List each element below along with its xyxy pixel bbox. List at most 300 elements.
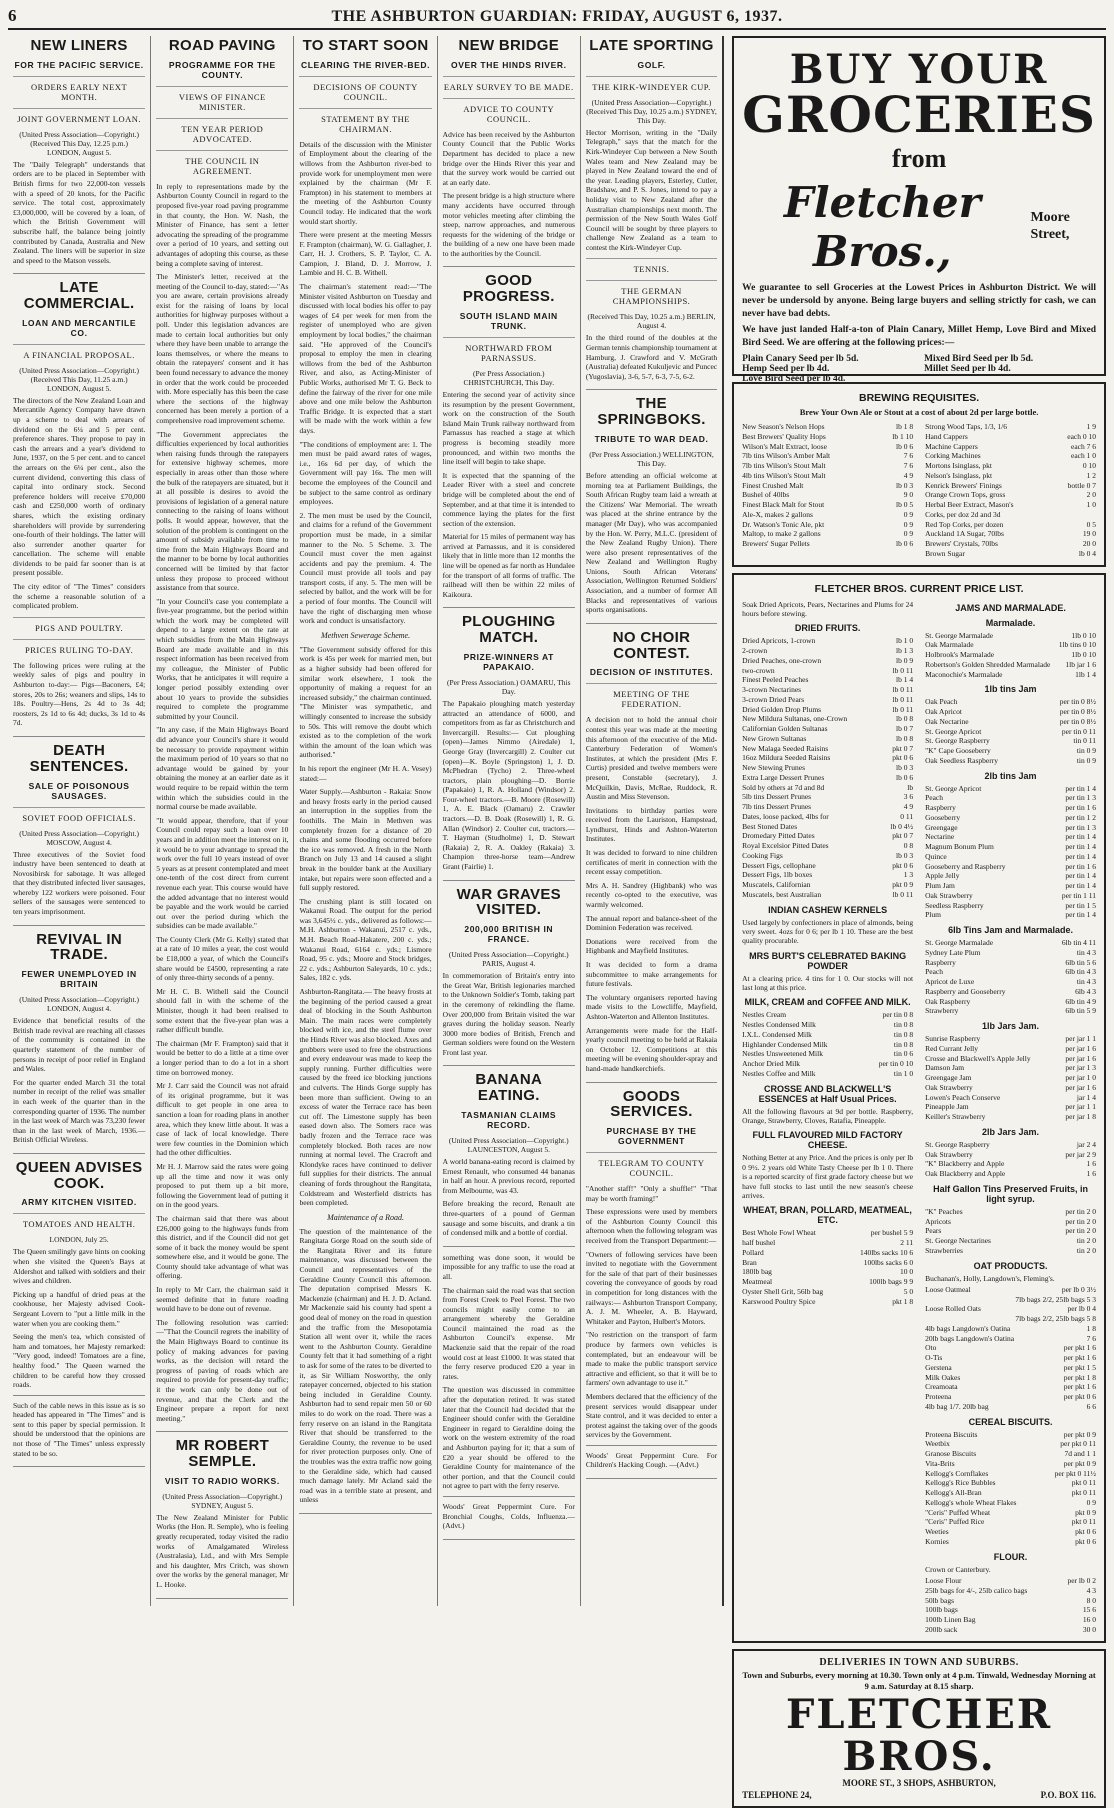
item-name: Apricot de Luxe bbox=[925, 977, 975, 986]
item-name: Extra Large Dessert Prunes bbox=[742, 772, 825, 782]
item-name: 3-crown Dried Pears bbox=[742, 694, 805, 704]
item-price: per tin 1 4 bbox=[1065, 832, 1097, 842]
item-price: 0 9 bbox=[903, 509, 914, 519]
price-row bbox=[742, 1297, 913, 1307]
article-goods-services bbox=[586, 1089, 717, 1480]
item-name: Gooseberry and Raspberry bbox=[925, 861, 1006, 871]
subheadline: THE GERMAN CHAMPIONSHIPS. bbox=[586, 280, 717, 306]
item-name: Milk Oakes bbox=[925, 1372, 961, 1382]
item-price: per tin 2 0 bbox=[1065, 1226, 1097, 1236]
subheadline: VISIT TO RADIO WORKS. bbox=[164, 1475, 280, 1486]
item-name: two-crown bbox=[742, 665, 775, 675]
price-row bbox=[925, 670, 1096, 680]
columns bbox=[8, 36, 1106, 1800]
item-name: Damson Jam bbox=[925, 1063, 965, 1073]
dateline: (United Press Association—Copyright.) (Received This Day, 10.25 a.m.) SYDNEY, This Day. bbox=[586, 97, 717, 125]
price-row bbox=[925, 1449, 1096, 1459]
paragraph: The chairman's statement read:—"The Minister visited Ashburton on Tuesday and discussed with local bodies his offer to pay wages of £4 per week for men from the register of unemployed who are given employment by local bodies," the chairman said. "He approved of the Council's proposal to employ the men in clearing willows from the bed of the Ashburton River, and also, as Acting-Minister of Public Works, authorised Mr T. G. Beck to define the fairway of the river for one mile above and one mile below the Ashburton Traffic Bridge. It is expected that a start will be made with the work within a few days. bbox=[299, 282, 432, 435]
item-name: Keiller's Strawberry bbox=[925, 1112, 986, 1121]
item-price: tin 0 8 bbox=[893, 1020, 914, 1030]
price-row bbox=[742, 1238, 913, 1248]
item-name: Dessert Figs, 1lb boxes bbox=[742, 870, 813, 880]
price-row bbox=[925, 1605, 1096, 1615]
headline: THE SPRINGBOKS. bbox=[597, 395, 706, 429]
subheadline: PIGS AND POULTRY. bbox=[13, 617, 145, 633]
item-price: 7lb bags 2/2, 25lb bags 5 8 bbox=[1015, 1314, 1097, 1324]
item-name: 100lb bags bbox=[925, 1605, 958, 1615]
subheadline: FEWER UNEMPLOYED IN BRITAIN bbox=[21, 969, 137, 990]
paragraph: "Owners of following services have been invited to negotiate with the Government for the sale of that part of their businesses covering the conveyance of goods by road in competition for long distances with the railways:— Ashburton Transport Company, A. J. M. Wheeler, A. B. Hayward, Whitaker and Payton, Hulbert's Motors. bbox=[585, 1249, 718, 1326]
item-name: Oak Strawberry bbox=[925, 1149, 973, 1159]
paragraph: Arrangements were made for the Half-yearly council meeting to be held at Rakaia on October 12. Competitions at this meeting will be evening shoulder-spray and hand-made handkerchiefs. bbox=[585, 1025, 718, 1073]
item-name: Kellogg's Rice Bubbles bbox=[925, 1478, 996, 1488]
item-price: per tin 1 6 bbox=[1065, 803, 1097, 812]
price-row bbox=[742, 1287, 913, 1297]
item-price: bottle 0 7 bbox=[1067, 480, 1097, 490]
price-list bbox=[925, 784, 1096, 921]
item-name: Nelson's Isinglass, pkt bbox=[925, 470, 993, 480]
item-price: 2 0 bbox=[1086, 490, 1097, 500]
price-row bbox=[925, 1402, 1096, 1412]
subheadline: TELEGRAM TO COUNTY COUNCIL. bbox=[586, 1152, 717, 1178]
price-row bbox=[925, 1207, 1096, 1217]
price-row bbox=[925, 1508, 1096, 1518]
item-name: Loose Oatmeal bbox=[925, 1284, 971, 1294]
price-row bbox=[742, 520, 913, 530]
item-price: per jar 2 9 bbox=[1065, 1149, 1097, 1159]
ad-copy: We guarantee to sell Groceries at the Lowest Prices in Ashburton District. We will never be undersold by anyone. Being large buyers and selling strictly for cash, we can never have bad debts. bbox=[742, 283, 1097, 319]
price-row bbox=[925, 1217, 1096, 1227]
paragraph: "In your Council's case you contemplate a five-year programme, but the period within which the work may be completed will depend to a large extent on the rate at which subsidies from the Main Highways Board are made available and in this respect information has been received from my colleague, the Minister of Public Works, that he anticipates it will require a longer period possibly extending over about 10 years to provide the subsidies required to complete the programme submitted by your Council. bbox=[156, 596, 289, 721]
item-price: tin 2 0 bbox=[1076, 1236, 1097, 1245]
item-name: Weeties bbox=[925, 1527, 949, 1537]
item-price: tin 4 3 bbox=[1076, 977, 1097, 986]
item-price: 1lb 0 10 bbox=[1071, 630, 1097, 640]
item-name: Nectarine bbox=[925, 832, 955, 842]
item-price: 0 9 bbox=[1086, 1497, 1097, 1507]
item-name: Nestles Coffee and Milk bbox=[742, 1068, 816, 1078]
item-name: Muscatels, Californian bbox=[742, 880, 811, 889]
item-price: 30 0 bbox=[1082, 1624, 1097, 1634]
item-name: "K" Cape Gooseberry bbox=[925, 746, 991, 755]
price-row bbox=[925, 948, 1096, 958]
ad-title: BREWING REQUISITES. bbox=[858, 392, 980, 404]
item-price: 1 9 bbox=[1086, 422, 1097, 431]
dateline: (United Press Association—Copyright.) SYDNEY, August 5. bbox=[162, 1491, 283, 1510]
item-price: lb 0 11 bbox=[892, 694, 914, 704]
price-row bbox=[925, 1392, 1096, 1402]
po-box: P.O. BOX 116. bbox=[1040, 1789, 1097, 1800]
item-name: 20lb bags Langdown's Oatina bbox=[925, 1333, 1015, 1343]
price-row bbox=[742, 831, 913, 841]
item-price: per pkt 0 9 bbox=[1063, 1429, 1097, 1439]
item-price: 1lb jar 1 6 bbox=[1065, 659, 1097, 669]
dateline: (United Press Association—Copyright.) LAUNCESTON, August 5. bbox=[448, 1135, 569, 1154]
headline: NEW BRIDGE bbox=[458, 37, 560, 54]
item-name: Vita-Brits bbox=[925, 1458, 955, 1468]
item-price: 100lb bags 9 9 bbox=[869, 1277, 914, 1286]
item-price: per pkt 0 11 bbox=[1060, 1439, 1097, 1449]
item-name: Greengage bbox=[925, 822, 958, 832]
paragraph: "No restriction on the transport of farm produce by farmers own vehicles is contemplated, but an endeavour will be made to make the public transport service attractive and efficient, so that it will be to farmers' own advantage to use it." bbox=[585, 1330, 718, 1388]
price-row bbox=[925, 1498, 1096, 1508]
newspaper-title: THE ASHBURTON GUARDIAN: FRIDAY, AUGUST 6, 1937. bbox=[331, 8, 783, 25]
masthead bbox=[8, 6, 1106, 30]
headline: NO CHOIR CONTEST. bbox=[612, 628, 691, 662]
paragraph: The Queen smilingly gave hints on cooking when she visited the Queen's Bays at Aldershot and talked with soldiers and their wives and children. bbox=[13, 1247, 146, 1286]
column-5 bbox=[581, 36, 724, 1606]
item-price: 1 6 bbox=[1086, 1169, 1097, 1178]
paragraph: Entering the second year of activity since its resumption by the present Government, work on the construction of the South Island Main Trunk railway northward from Parnassus has reached a stage at which progress is becoming steadily more pronounced, and within two months the line itself will begin to take shape. bbox=[442, 389, 575, 467]
ad-line: from bbox=[891, 144, 947, 173]
item-price: 6lb tin 4 3 bbox=[1065, 967, 1097, 977]
item-price: per pkt 1 6 bbox=[1063, 1343, 1097, 1353]
item-name: Best Whole Fowl Wheat bbox=[742, 1228, 816, 1238]
paragraph: The voluntary organisers reported having made visits to the Lowcliffe, Mayfield, Ashton-Waterton and Allenton Institutes. bbox=[585, 992, 718, 1021]
section-title: Half Gallon Tins Preserved Fruits, in light syrup. bbox=[933, 1183, 1088, 1204]
item-price: lb 0 6 bbox=[895, 539, 914, 548]
subheadline: ADVICE TO COUNTY COUNCIL. bbox=[443, 98, 575, 124]
price-row bbox=[925, 1304, 1096, 1314]
item-price: 1 8 bbox=[1086, 1323, 1097, 1333]
price-row bbox=[925, 1226, 1096, 1236]
item-price: 1lb 0 10 bbox=[1071, 650, 1097, 659]
item-price: 0 5 bbox=[1086, 519, 1097, 529]
paragraph: The question of the maintenance of the Rangitata Gorge Road on the south side of the Rangitata River and its future maintenance, was discussed between the Council and representatives of the Geraldine County Council this afternoon. The deputation comprised Messrs K. Mackenzie (chairman) and H. J. D. Acland. Mr Mackenzie said his county had spent a good deal of money on the road in question and the traffic from the Mesopotamia Station all went over it, while the races went to the Ashburton County. Geraldine County felt that it had something of a right to ask for some of the rates to be diverted to it, as Sir William Nosworthy, the only ratepayer concerned, objected to his station being included in Geraldine County. Ashburton had to send repair men 50 or 60 miles to do work on the road. There was a ferry reserve on an island in the Rangitata River that should be transferred to the Geraldine County, the revenue to be used for river protection purposes only. One of the troubles was the extra traffic now going to the Geraldine side, which had caused much damage lately. Mr Acland said the road was in a terrible state at present, and unless bbox=[299, 1226, 432, 1505]
paragraph: "Another staff!" "Only a shuffle!" "That may be worth framing!" bbox=[585, 1184, 718, 1203]
groceries-advertisement bbox=[732, 36, 1106, 385]
item-price: lb 0 8 bbox=[895, 714, 914, 724]
item-name: Weetbix bbox=[925, 1439, 950, 1449]
subheadline: SALE OF POISONOUS SAUSAGES. bbox=[28, 780, 130, 801]
item-price: per tin 1 4 bbox=[1065, 910, 1097, 920]
price-row bbox=[925, 938, 1096, 948]
paragraph: The Minister's letter, received at the meeting of the Council to-day, stated:—"As you are aware, certain provisions already exist for the raising of loans by local authorities for highway purposes without a poll. Under this legislation advances are made to certain local authorities but only where they have been unable to arrange the loans themselves, or where the means to obtain the ratepayers' consent and it has been found necessary to advance the money in order that the work could be proceeded with. More especially has this been the case where the sections of the highway concerned has been merely a portion of a comprehensive road improvement scheme. bbox=[156, 272, 289, 425]
price-list-left bbox=[742, 598, 913, 1635]
paragraph: For the quarter ended March 31 the total number in receipt of the relief was smaller in each week of the quarter than in the corresponding quarter of 1936. The number in the last week of March was 73,230 fewer than in the last week of March, 1936.—British Official Wireless. bbox=[13, 1077, 146, 1145]
price-row bbox=[925, 442, 1096, 452]
article-new-bridge bbox=[443, 38, 575, 267]
price-row bbox=[925, 967, 1096, 977]
paragraph: Evidence that beneficial results of the British trade revival are reaching all classes of the community is contained in the quarterly statement of the number of persons in receipt of poor relief in England and Wales. bbox=[13, 1016, 146, 1074]
item-name: Red Top Corks, per dozen bbox=[925, 519, 1004, 529]
item-price: per tin 1 4 bbox=[1065, 783, 1097, 793]
item-name: Dried Peaches, one-crown bbox=[742, 655, 822, 665]
dateline: (Received This Day, 10.25 a.m.) BERLIN, August 4. bbox=[587, 312, 716, 331]
price-row bbox=[925, 510, 1096, 520]
paragraph: Advice has been received by the Ashburton County Council that the Public Works Department has decided to place a new bridge over the Hinds River this year and that the survey work would be carried out at an early date. bbox=[442, 129, 575, 187]
item-price: pkt 0 6 bbox=[1075, 1536, 1097, 1546]
subheadline: TOMATOES AND HEALTH. bbox=[13, 1213, 145, 1229]
item-name: Mortons Isinglass, pkt bbox=[925, 461, 992, 470]
item-name: Loose Flour bbox=[925, 1576, 962, 1585]
item-name: Oak Apricot bbox=[925, 707, 962, 716]
item-name: Wilson's Malt Extract, loose bbox=[742, 441, 827, 451]
subheadline: THE COUNCIL IN AGREEMENT. bbox=[156, 150, 288, 176]
item-price: lb 0 11 bbox=[892, 665, 914, 675]
item-price: lb 0 11 bbox=[892, 889, 914, 899]
item-name: 16oz Mildura Seeded Raisins bbox=[742, 753, 831, 763]
item-name: Robertson's Golden Shredded Marmalade bbox=[925, 659, 1051, 669]
price-row bbox=[925, 736, 1096, 746]
advertisement-notice: Woods' Great Peppermint Cure. For Children's Hacking Cough. —(Advt.) bbox=[585, 1450, 718, 1470]
paragraph: In the third round of the doubles at the German tennis championship tournament at Hamburg, J. Crawford and V. McGrath (Australia) defeated Kukuljevic and Puncec (Yugoslavia), 3-6, 5-7, 6-3, 7-5, 6-2. bbox=[585, 333, 718, 381]
item-name: "Ceris" Puffed Rice bbox=[925, 1517, 985, 1527]
item-name: 4lb tins Wilson's Stout Malt bbox=[742, 470, 826, 480]
section-subhead: Methven Sewerage Scheme. bbox=[321, 630, 411, 640]
item-price: pkt 0 9 bbox=[1075, 1507, 1097, 1517]
paragraph: Ashburton-Rangitata.— The heavy frosts at the beginning of the period caused a great deal of blocking in the South Ashburton Main. The main races were completely blocked with ice, and the steel flume over the Hinds River was also blocked. Axes and grubbers were used to free the obstructions and every endeavour was made to keep the supply running. Further difficulties were caused by the freed ice blocking junctions and culverts. The Hinds Gorge supply has been more than sufficient. Owing to an excess of water the Terrace race has been cut off. The Limestone supply has been eased down also. The Somers race was badly frozen and the Terrace race was completely blocked. Both races are now running at normal level. The Cracroft and Klondyke races have continued to deliver full supplies for their districts. The annual cleaning of fords throughout the Rangitata, Coldstream and Westerfield districts has been completed. bbox=[299, 987, 432, 1208]
paragraph: Water Supply.—Ashburton - Rakaia: Snow and heavy frosts early in the period caused an interruption in the supplies from the foothills. The Main in Methven was completely frozen for a distance of 20 chains and some flooding occurred before the ice was removed. A fresh in the North Branch on July 13 and 14 caused a slight break in the boulder bank at the Auxiliary intake, but repairs were soon effected and a full supply restored. bbox=[299, 787, 432, 893]
item-price: 6lb tin 5 6 bbox=[1065, 957, 1097, 967]
price-row bbox=[742, 880, 913, 890]
item-price: lb 1 8 bbox=[895, 422, 914, 431]
item-price: pkt 0 9 bbox=[892, 880, 914, 889]
price-row bbox=[925, 813, 1096, 823]
price-list bbox=[925, 697, 1096, 765]
item-price: per tin 1 4 bbox=[1065, 871, 1097, 881]
item-price: per pkt 0 6 bbox=[1063, 1392, 1097, 1402]
ad-line: BUY YOUR bbox=[789, 46, 1049, 93]
price-row bbox=[742, 773, 913, 783]
item-name: Orange Crown Tops, gross bbox=[925, 490, 1006, 500]
subheadline: TRIBUTE TO WAR DEAD. bbox=[594, 433, 709, 444]
subheadline: PURCHASE BY THE GOVERNMENT bbox=[606, 1126, 697, 1147]
item-name: Brown Sugar bbox=[925, 548, 965, 558]
paragraph: Before breaking the record, Renault ate three-quarters of a pound of German sausage and some biscuits, and drank a tin of condensed milk and a bottle of cordial. bbox=[442, 1199, 575, 1238]
paragraph: It is expected that the spanning of the Leader River with a steel and concrete bridge will be completed about the end of September, and at that time it is intended to commence laying the plates for the first section of the extension. bbox=[442, 470, 575, 528]
ad-subtitle: Brew Your Own Ale or Stout at a cost of about 2d per large bottle. bbox=[799, 407, 1039, 417]
item-name: Oak Strawberry bbox=[925, 890, 973, 900]
delivery-advertisement bbox=[732, 1649, 1106, 1808]
paragraph: A decision not to hold the annual choir contest this year was made at the meeting this afternoon of the executive of the Mid-Canterbury Federation of Women's Institutes, at which the president (Mrs F. Curtis) presided and twelve members were present, Constable (secretary), J. McQuilkin, Davis, McRae, Ruddock, R. Austin and Miss Stevenson. bbox=[585, 715, 718, 802]
article-road-paving bbox=[156, 38, 288, 1432]
item-name: Highlander Condensed Milk bbox=[742, 1039, 828, 1049]
item-price: per pkt 1 8 bbox=[1063, 1372, 1097, 1382]
price-row bbox=[925, 977, 1096, 987]
subheadline: DECISIONS OF COUNTY COUNCIL. bbox=[299, 76, 431, 102]
paragraph: The "Daily Telegraph" understands that orders are to be placed in September with British firms for two 22,000-ton vessels with a speed of 20 knots, for the Pacific service. The total cost, approximately £3,000,000, will be covered by a loan, of which the British Government will subscribe half, the balance being jointly contributed by Canada, Australia and New Zealand. The liners will be superior in size and speed to the Matson vessels. bbox=[13, 159, 146, 265]
price-row bbox=[925, 717, 1096, 727]
ad-copy: Town and Suburbs, every morning at 10.30. Town only at 4 p.m. Tinwald, Wednesday Morning at 9 a.m. Saturday at 8.15 sharp. bbox=[742, 1669, 1096, 1691]
item-price: lb 0 5 bbox=[895, 500, 914, 509]
brand-name: Fletcher Bros., bbox=[783, 178, 981, 276]
item-name: "Ceris" Puffed Wheat bbox=[925, 1507, 991, 1517]
subheadline: NORTHWARD FROM PARNASSUS. bbox=[443, 337, 575, 363]
price-row bbox=[925, 1488, 1096, 1498]
subheadline: ORDERS EARLY NEXT MONTH. bbox=[13, 76, 145, 102]
subheadline: PRIZE-WINNERS AT PAPAKAIO. bbox=[463, 651, 554, 672]
column-3 bbox=[294, 36, 437, 1606]
price-row bbox=[925, 1236, 1096, 1246]
item-price: per tin 2 0 bbox=[1065, 1206, 1097, 1216]
article-ploughing-match bbox=[443, 614, 575, 880]
section-title: 1lb Jars Jam. bbox=[982, 1021, 1040, 1031]
paragraph: In reply to representations made by the Ashburton County Council in regard to the proposed five-year road paving programme in that county, the Hon. W. Nash, the Minister of Finance, has sent a letter advocating the spreading of the programme over a period of 10 years, and setting out advantages of adopting this course, as these being a complete saving of interest. bbox=[156, 181, 289, 268]
subheadline: DECISION OF INSTITUTES. bbox=[589, 667, 714, 678]
price-row bbox=[925, 520, 1096, 530]
price-row bbox=[925, 891, 1096, 901]
paragraph: The chairman (Mr F. Frampton) said that it would be better to do a little at a time over a longer period than to do a lot in a short time on borrowed money. bbox=[156, 1038, 289, 1077]
paragraph: "The Government subsidy offered for this work is 45s per week for married men, but as a higher subsidy had been offered for similar work elsewhere, I took the opportunity of making a request for an increased subsidy," the chairman continued. "The Minister was sympathetic, and willingly consented to increase the subsidy to 50s. This will remove the doubt which existed as to the completion of the work within the amount of the loan which was authorised." bbox=[299, 644, 432, 760]
paragraph: In his report the engineer (Mr H. A. Vesey) stated:— bbox=[299, 763, 432, 783]
item-name: Maconochie's Marmalade bbox=[925, 669, 1003, 679]
item-price: 0 9 bbox=[903, 519, 914, 529]
price-list bbox=[742, 636, 913, 899]
note: Crown or Canterbury. bbox=[925, 1564, 991, 1574]
item-name: Sold by others at 7d and 8d bbox=[742, 782, 825, 792]
price-row bbox=[925, 707, 1096, 717]
price-row bbox=[925, 422, 1096, 432]
price-row bbox=[742, 870, 913, 880]
price-row bbox=[742, 851, 913, 861]
paragraph: The following resolution was carried:—"That the Council regrets the inability of the Main Highways Board to continue its policy of making advances for paving works, as the decision will retard the progress of paving of roads which are required to provide for present-day traffic; it the work can only be done out of revenue, and that the Clerk and the Engineer prepare a report for next meeting." bbox=[156, 1317, 289, 1423]
price-row bbox=[925, 660, 1096, 670]
item-price: lb 0 8 bbox=[895, 733, 914, 743]
item-name: Magnum Bonum Plum bbox=[925, 842, 994, 851]
price-row bbox=[925, 1140, 1096, 1150]
price-row bbox=[925, 1285, 1096, 1295]
price-row bbox=[742, 1069, 913, 1079]
price-row bbox=[925, 1246, 1096, 1256]
subheadline: LOAN AND MERCANTILE CO. bbox=[22, 317, 137, 338]
item-name: Kellogg's whole Wheat Flakes bbox=[925, 1497, 1017, 1507]
price-list bbox=[925, 1034, 1096, 1122]
item-price: each 0 10 bbox=[1067, 431, 1097, 441]
item-price: 1 3 bbox=[903, 870, 914, 880]
item-name: Kenrick Brewers' Finings bbox=[925, 480, 1002, 490]
item-name: St. George Marmalade bbox=[925, 938, 994, 947]
subheadline: FOR THE PACIFIC SERVICE. bbox=[14, 59, 144, 70]
item-name: 50lb bags bbox=[925, 1595, 955, 1605]
price-row bbox=[925, 1586, 1096, 1596]
article-late-sporting bbox=[586, 38, 717, 390]
price-row bbox=[925, 490, 1096, 500]
address: MOORE ST., 3 SHOPS, ASHBURTON, bbox=[842, 1777, 996, 1788]
item-name: Gerstena bbox=[925, 1362, 952, 1372]
section-title: 2lb tins Jam bbox=[984, 770, 1037, 781]
item-price: per lb 0 4 bbox=[1067, 1304, 1097, 1314]
paragraph: Three executives of the Soviet food industry have been sentenced to death at Novosibirsk for sabotage. It was alleged that they distributed infected liver sausages, whereby 122 workers were poisoned. Four sellers of the sausages were sentenced to ten years imprisonment. bbox=[13, 849, 146, 917]
section-title: FLOUR. bbox=[993, 1551, 1028, 1562]
item-name: Finest Peeled Peaches bbox=[742, 675, 809, 685]
subheadline: TEN YEAR PERIOD ADVOCATED. bbox=[156, 118, 288, 144]
price-list-advertisement bbox=[732, 573, 1106, 1643]
price-row bbox=[925, 539, 1096, 549]
section-title: 6lb Tins Jam and Marmalade. bbox=[948, 925, 1073, 935]
dateline: (Per Press Association.) OAMARU, This Day. bbox=[446, 677, 571, 696]
price-list bbox=[925, 1430, 1096, 1547]
note: Soak Dried Apricots, Pears, Nectarines and Plums for 24 hours before stewing. bbox=[742, 599, 914, 618]
paragraph: The present bridge is a high structure where many accidents have occurred through motor vehicles meeting after climbing the steep, narrow approaches, and numerous requests for the widening of the bridge or the building of a new one have been made to the authorities by the Council. bbox=[442, 191, 575, 258]
item-price: lb 0 6 bbox=[895, 772, 914, 782]
paragraph: It was decided to forward to nine children certificates of merit in connection with the recent essay competition. bbox=[585, 848, 718, 877]
price-row bbox=[742, 1258, 913, 1268]
item-price: lb 0 3 bbox=[895, 763, 914, 772]
item-name: 200lb sack bbox=[925, 1624, 958, 1634]
ad-title: DELIVERIES IN TOWN AND SUBURBS. bbox=[819, 1656, 1019, 1668]
item-price: per tin 1 4 bbox=[1065, 881, 1097, 890]
item-price: 140lbs sacks 10 6 bbox=[859, 1247, 914, 1257]
price-row bbox=[925, 1083, 1096, 1093]
item-name: Strong Wood Taps, 1/3, 1/6 bbox=[925, 422, 1008, 431]
subheadline: PRICES RULING TO-DAY. bbox=[13, 639, 145, 655]
item-price: per pkt 1 6 bbox=[1063, 1382, 1097, 1392]
price-row bbox=[925, 1615, 1096, 1625]
paragraph: "It would appear, therefore, that if your Council could repay such a loan over 10 years and in addition meet the interest on it, it would be to your advantage to spread the work over the full 10 years instead of over 5 years as at present contemplated and meet one-tenth of the cost direct from current revenue each year. This course would have the added advantage that no interest would be payable and the work would be carried out over the period during which the subsidies can be made available." bbox=[156, 815, 289, 931]
price-row bbox=[742, 636, 913, 646]
item-name: Oyster Shell Grit, 56lb bag bbox=[742, 1286, 824, 1296]
brewing-advertisement bbox=[732, 382, 1106, 567]
item-price: per jar 1 1 bbox=[1065, 1034, 1097, 1043]
price-row bbox=[925, 1073, 1096, 1083]
item-name: Apricots bbox=[925, 1216, 951, 1226]
price-list bbox=[742, 1010, 913, 1078]
price-row bbox=[742, 822, 913, 832]
item-name: Californian Golden Sultanas bbox=[742, 724, 828, 733]
item-name: Nestles Cream bbox=[742, 1010, 787, 1020]
item-price: lb 0 6 bbox=[895, 441, 914, 451]
article-new-liners bbox=[13, 38, 145, 274]
item-price: jar 1 4 bbox=[1076, 1092, 1097, 1102]
item-name: St. George Apricot bbox=[925, 783, 982, 793]
item-price: 8 0 bbox=[1086, 1595, 1097, 1605]
item-name: Bran bbox=[742, 1257, 757, 1267]
paragraph: "In any case, if the Main Highways Board did advance your Council's share it would be necessary to provide repayment within the maximum period of 10 years so that no advantage would be gained by your obtaining the money at an earlier date as it would require to be repaid within the term within which the subsidies could in the normal course be made available. bbox=[156, 725, 289, 812]
price-row bbox=[742, 1030, 913, 1040]
paragraph: Hector Morrison, writing in the "Daily Telegraph," says that the match for the Kirk-Windeyer Cup between a New South Wales team and New Zealand may be played in New Zealand toward the end of the year. Leading players, Esterley, Cutler, Bradshaw, and P. S. Jones, intend to pay a holiday visit to New Zealand after the Australian championships next month. The permission of the New South Wales Golf Council will be sought by three players to challenge New Zealand as a team to contest the Kirk-Windeyer Cup. bbox=[585, 127, 718, 252]
item-price: pkt 0 11 bbox=[1071, 1517, 1097, 1527]
headline: QUEEN ADVISES COOK. bbox=[15, 1158, 143, 1192]
price-row bbox=[742, 744, 913, 754]
article-good-progress bbox=[443, 273, 575, 608]
item-name: Plum Jam bbox=[925, 881, 955, 890]
item-name: Raspberry bbox=[925, 957, 956, 967]
price-row bbox=[925, 1469, 1096, 1479]
item-name: Pears bbox=[925, 1226, 942, 1236]
paragraph: The New Zealand Minister for Public Works (the Hon. R. Semple), who is feeling greatly recuperated, today visited the radio works of Amalgamated Wireless (Australasia), Ltd., and with Mrs Semple and his daughter, Mrs Critch, was shown over the works by the general manager, Mr L. Hooke. bbox=[156, 1512, 289, 1590]
price-list bbox=[925, 1285, 1096, 1412]
item-name: Dessert Figs, cellophane bbox=[742, 860, 816, 870]
item-name: 100lb Linen Bag bbox=[925, 1615, 976, 1624]
section-title: INDIAN CASHEW KERNELS bbox=[768, 904, 888, 915]
price-row bbox=[925, 451, 1096, 461]
price-row bbox=[742, 705, 913, 715]
item-price: per lb 0 2 bbox=[1067, 1576, 1097, 1585]
paragraph: The chairman said that there was about £26,000 going to the highways funds from this district, and if the Council did not get some of it back the money would be spent somewhere else, and it would be gone. The County should take advantage of what was offering. bbox=[156, 1213, 289, 1281]
item-price: 0 11 bbox=[900, 811, 914, 821]
price-row bbox=[925, 1527, 1096, 1537]
subheadline: TENNIS. bbox=[586, 258, 717, 274]
paragraph: Seeing the men's tea, which consisted of ham and tomatoes, her Majesty remarked: "Very good, indeed! Tomatoes are a fine, healthy food." The Queen warned the children to be careful how they crossed roads. bbox=[13, 1332, 146, 1390]
item-name: Oak Nectarine bbox=[925, 716, 969, 726]
headline: PLOUGHING MATCH. bbox=[461, 613, 556, 647]
item-name: I.X.L. Condensed Milk bbox=[742, 1029, 812, 1039]
price-row bbox=[742, 481, 913, 491]
price-row bbox=[742, 1228, 913, 1238]
item-name: Bushel of 40lbs bbox=[742, 490, 790, 500]
dateline: (United Press Association—Copyright.) MOSCOW, August 4. bbox=[19, 828, 139, 847]
price-row bbox=[925, 1373, 1096, 1383]
price-row bbox=[925, 1576, 1096, 1586]
subheadline: 200,000 BRITISH IN FRANCE. bbox=[464, 924, 554, 945]
item-name: Creamoata bbox=[925, 1382, 958, 1392]
paragraph: something was done soon, it would be impossible for any traffic to use the road at all. bbox=[442, 1252, 575, 1281]
item-name: Karswood Poultry Spice bbox=[742, 1296, 816, 1306]
price-row bbox=[742, 451, 913, 461]
price-row bbox=[925, 1314, 1096, 1324]
item-price: per jar 1 3 bbox=[1065, 1063, 1097, 1073]
